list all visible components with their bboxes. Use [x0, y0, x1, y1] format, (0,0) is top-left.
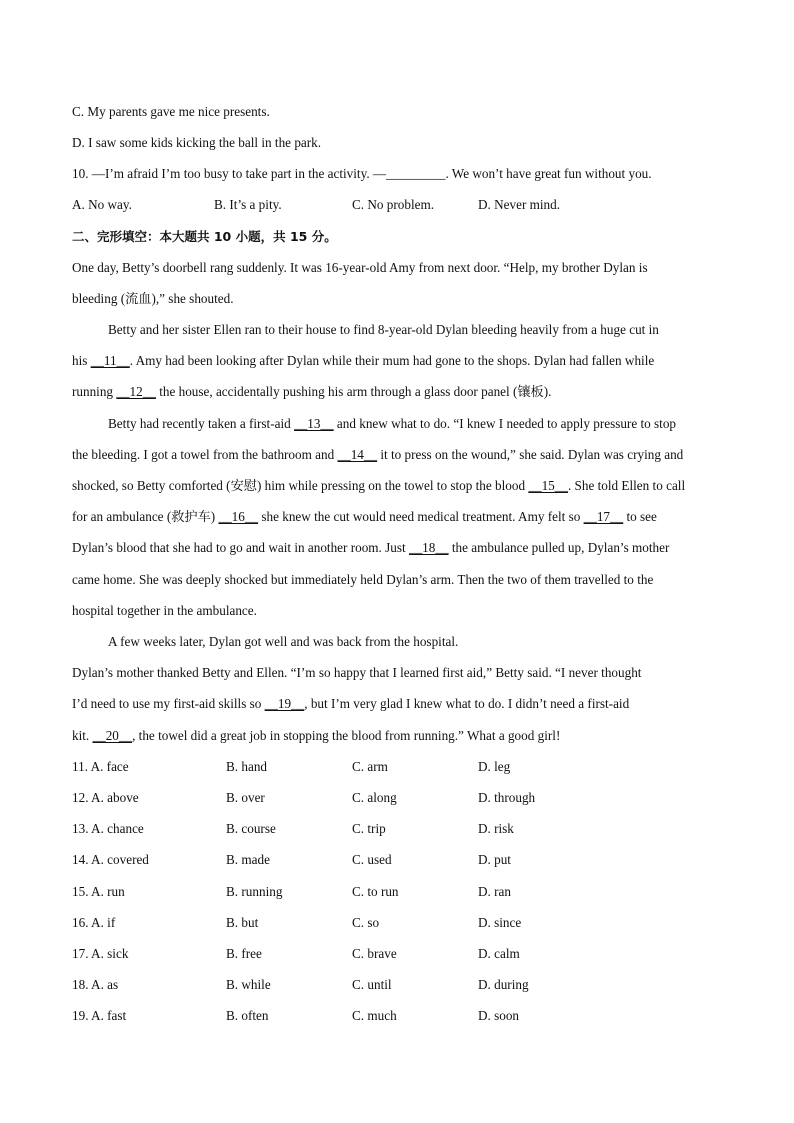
option-d: D. leg — [478, 759, 511, 774]
blank-18: __18__ — [408, 540, 449, 555]
option-c: C. used — [352, 852, 392, 867]
passage-text: , the towel did a great job in stopping the blood from running.” What a good girl! — [132, 728, 561, 743]
blank-20: __20__ — [92, 728, 133, 743]
option-b: B. over — [226, 790, 265, 805]
option-d: D. through — [478, 790, 536, 805]
q10-option-a: A. No way. — [72, 197, 132, 212]
q10-blank: _________ — [386, 166, 446, 181]
option-b: B. made — [226, 852, 270, 867]
option-b: B. running — [226, 884, 283, 899]
passage-line: One day, Betty’s doorbell rang suddenly. It was 16-year-old Amy from next door. “Help, my brother Dylan is — [72, 260, 648, 275]
option-c: C. to run — [352, 884, 399, 899]
blank-13: __13__ — [294, 416, 334, 431]
option-a: 11. A. face — [72, 759, 129, 774]
passage-text: and knew what to do. “I knew I needed to apply pressure to stop — [333, 416, 677, 431]
passage-text: I’d need to use my first-aid skills so — [72, 696, 265, 711]
blank-16: __16__ — [218, 509, 259, 524]
option-c: C. so — [352, 915, 380, 930]
option-a: 18. A. as — [72, 977, 119, 992]
option-c: C. along — [352, 790, 397, 805]
option-c: C. trip — [352, 821, 386, 836]
q10-option-b: B. It’s a pity. — [214, 197, 282, 212]
option-a: 19. A. fast — [72, 1008, 127, 1023]
blank-12: __12__ — [116, 384, 156, 399]
passage-line — [72, 508, 724, 526]
option-a: 15. A. run — [72, 884, 125, 899]
passage-line — [72, 383, 724, 401]
passage-line: A few weeks later, Dylan got well and was back from the hospital. — [108, 634, 459, 649]
option-d: D. put — [478, 852, 511, 867]
option-d: D. calm — [478, 946, 520, 961]
passage-text: the ambulance pulled up, Dylan’s mother — [448, 540, 670, 555]
passage-text: shocked, so Betty comforted (安慰) him while pressing on the towel to stop the blood — [72, 478, 529, 493]
passage-line: Dylan’s mother thanked Betty and Ellen. “I’m so happy that I learned first aid,” Betty said. “I never thought — [72, 665, 642, 680]
option-a: 16. A. if — [72, 915, 116, 930]
passage-text: , but I’m very glad I knew what to do. I didn’t need a first-aid — [304, 696, 630, 711]
q10-stem-a: 10. —I’m afraid I’m too busy to take part in the activity. — — [72, 166, 387, 181]
passage-line — [72, 539, 724, 557]
option-b: B. while — [226, 977, 271, 992]
passage-line — [72, 727, 724, 745]
options-row-19 — [72, 1007, 722, 1025]
q10-option-d: D. Never mind. — [478, 197, 561, 212]
option-d: D. during — [478, 977, 529, 992]
passage-line — [72, 352, 724, 370]
option-b: B. but — [226, 915, 259, 930]
options-row-14 — [72, 851, 722, 869]
options-row-12 — [72, 789, 722, 807]
passage-text: kit. — [72, 728, 93, 743]
option-b: B. often — [226, 1008, 269, 1023]
options-row-18 — [72, 976, 722, 994]
q9-option-c: C. My parents gave me nice presents. — [72, 104, 270, 119]
passage-text: it to press on the wound,” she said. Dylan was crying and — [377, 447, 684, 462]
option-c: C. until — [352, 977, 392, 992]
blank-14: __14__ — [337, 447, 378, 462]
passage-text: she knew the cut would need medical treatment. Amy felt so — [258, 509, 584, 524]
blank-19: __19__ — [264, 696, 305, 711]
option-a: 13. A. chance — [72, 821, 144, 836]
option-b: B. free — [226, 946, 262, 961]
option-c: C. brave — [352, 946, 397, 961]
passage-text: . She told Ellen to call — [567, 478, 686, 493]
option-c: C. arm — [352, 759, 388, 774]
section-title: 二、完形填空：本大题共 10 小题，共 15 分。 — [72, 229, 337, 244]
passage-line: bleeding (流血),” she shouted. — [72, 291, 234, 306]
options-row-11 — [72, 758, 722, 776]
passage-line — [72, 446, 724, 464]
options-row-16 — [72, 914, 722, 932]
q10-options — [72, 196, 722, 214]
options-row-17 — [72, 945, 722, 963]
option-d: D. since — [478, 915, 522, 930]
option-a: 17. A. sick — [72, 946, 129, 961]
options-row-15 — [72, 883, 722, 901]
option-d: D. soon — [478, 1008, 520, 1023]
blank-15: __15__ — [528, 478, 568, 493]
blank-11: __11__ — [90, 353, 130, 368]
passage-text: for an ambulance (救护车) — [72, 509, 219, 524]
q9-option-d: D. I saw some kids kicking the ball in the park. — [72, 135, 322, 150]
options-row-13 — [72, 820, 722, 838]
option-c: C. much — [352, 1008, 397, 1023]
passage-text: Betty had recently taken a first-aid — [108, 416, 295, 431]
passage-text: Dylan’s blood that she had to go and wait in another room. Just — [72, 540, 409, 555]
option-d: D. ran — [478, 884, 511, 899]
q10-option-c: C. No problem. — [352, 197, 435, 212]
passage-line: hospital together in the ambulance. — [72, 603, 257, 618]
passage-line — [108, 415, 724, 433]
option-a: 14. A. covered — [72, 852, 149, 867]
passage-text: . Amy had been looking after Dylan while their mum had gone to the shops. Dylan had fallen while — [129, 353, 655, 368]
option-b: B. course — [226, 821, 276, 836]
option-b: B. hand — [226, 759, 268, 774]
passage-text: the bleeding. I got a towel from the bathroom and — [72, 447, 338, 462]
blank-17: __17__ — [583, 509, 624, 524]
option-d: D. risk — [478, 821, 514, 836]
option-a: 12. A. above — [72, 790, 139, 805]
passage-text: the house, accidentally pushing his arm through a glass door panel (镶板). — [155, 384, 552, 399]
passage-line: Betty and her sister Ellen ran to their house to find 8-year-old Dylan bleeding heavily from a huge cut in — [108, 322, 659, 337]
passage-text: his — [72, 353, 91, 368]
passage-line: came home. She was deeply shocked but immediately held Dylan’s arm. Then the two of them travelled to the — [72, 572, 654, 587]
q10-stem — [72, 165, 724, 183]
passage-text: to see — [623, 509, 657, 524]
passage-line — [72, 695, 724, 713]
passage-text: running — [72, 384, 117, 399]
q10-stem-b: . We won’t have great fun without you. — [445, 166, 652, 181]
passage-line — [72, 477, 724, 495]
